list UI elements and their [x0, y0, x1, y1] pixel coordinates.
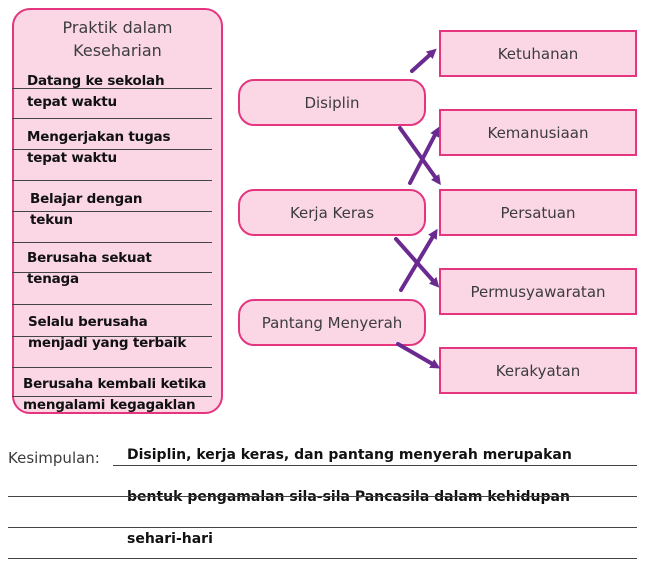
practice-item-1: Datang ke sekolah tepat waktu	[27, 73, 165, 110]
practice-line	[12, 367, 212, 368]
arrow-pantangmenyerah-to-persatuan	[401, 233, 435, 290]
arrow-kerjakeras-to-permusyawaratan	[396, 239, 436, 284]
practice-line	[12, 242, 212, 243]
conclusion-rule	[8, 527, 637, 528]
conclusion-line-3: sehari-hari	[127, 531, 213, 547]
sila-box-persatuan: Persatuan	[439, 189, 637, 236]
sila-box-kemanusiaan: Kemanusiaan	[439, 109, 637, 156]
arrow-pantangmenyerah-to-kerakyatan	[398, 344, 436, 366]
arrow-disiplin-to-persatuan	[400, 128, 438, 181]
sila-box-ketuhanan: Ketuhanan	[439, 30, 637, 77]
practice-item-4: Berusaha sekuat tenaga	[27, 250, 152, 287]
conclusion-label: Kesimpulan:	[8, 449, 100, 467]
practice-item-3: Belajar dengan tekun	[30, 191, 143, 228]
conclusion-line-1: Disiplin, kerja keras, dan pantang menyerah merupakan	[127, 447, 572, 463]
sila-box-permusyawaratan: Permusyawaratan	[439, 268, 637, 315]
value-box-pantang-menyerah: Pantang Menyerah	[238, 299, 426, 346]
practice-line	[12, 118, 212, 119]
sila-box-kerakyatan: Kerakyatan	[439, 347, 637, 394]
practice-line	[12, 304, 212, 305]
practice-item-2: Mengerjakan tugas tepat waktu	[27, 129, 171, 166]
conclusion-rule	[8, 496, 637, 497]
arrow-kerjakeras-to-kemanusiaan	[410, 131, 437, 183]
value-box-kerja-keras: Kerja Keras	[238, 189, 426, 236]
practice-item-5: Selalu berusaha menjadi yang terbaik	[28, 314, 187, 351]
practice-line	[12, 180, 212, 181]
panel-title-line2: Keseharian	[73, 41, 162, 60]
arrow-disiplin-to-ketuhanan	[412, 52, 433, 71]
conclusion-line-2: bentuk pengamalan sila-sila Pancasila dalam kehidupan	[127, 489, 570, 505]
value-box-disiplin: Disiplin	[238, 79, 426, 126]
conclusion-rule	[113, 465, 637, 466]
practice-panel-title	[12, 16, 223, 62]
panel-title-line1: Praktik dalam	[62, 18, 173, 37]
conclusion-rule	[8, 558, 637, 559]
practice-item-6: Berusaha kembali ketika mengalami kegagaklan	[23, 376, 207, 413]
